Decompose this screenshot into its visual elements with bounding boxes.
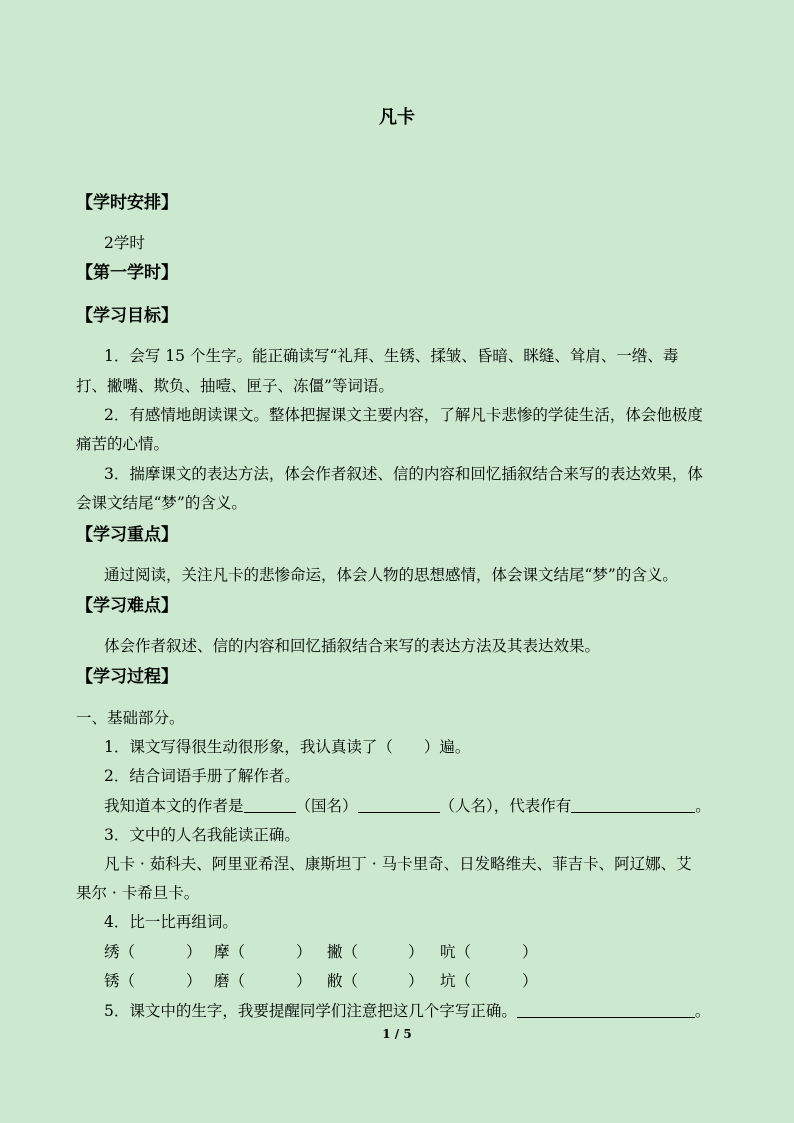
- key-text: 通过阅读，关注凡卡的悲惨命运，体会人物的思想感情，体会课文结尾“梦”的含义。: [104, 566, 678, 584]
- question-2: 2．结合词语手册了解作者。: [104, 767, 300, 785]
- compare-close: ）: [408, 972, 424, 990]
- compare-char: 吭（: [440, 943, 472, 961]
- difficult-heading: 【学习难点】: [76, 596, 178, 616]
- q2-text-d: 。: [695, 797, 711, 815]
- q2-text-c: （人名），代表作有: [439, 797, 572, 815]
- compare-char: 绣（: [104, 943, 136, 961]
- process-heading: 【学习过程】: [76, 667, 178, 687]
- page-title: 凡卡: [379, 107, 415, 128]
- works-blank[interactable]: [571, 797, 695, 813]
- schedule-heading: 【学时安排】: [76, 193, 178, 213]
- compare-close: ）: [296, 972, 312, 990]
- difficult-text: 体会作者叙述、信的内容和回忆插叙结合来写的表达方法及其表达效果。: [104, 637, 601, 655]
- goal2-line2: 痛苦的心情。: [76, 435, 170, 453]
- question-2-fill: [104, 796, 711, 816]
- goal1-line2: 打、撇嘴、欺负、抽噎、匣子、冻僵”等词语。: [76, 377, 394, 395]
- q2-text-b: （国名）: [295, 797, 358, 815]
- part1-heading: 一、基础部分。: [76, 709, 185, 727]
- compare-char: 锈（: [104, 972, 136, 990]
- compare-close: ）: [522, 943, 538, 961]
- compare-close: ）: [186, 972, 202, 990]
- question-5: [104, 1001, 710, 1021]
- goal3-line1: 3．揣摩课文的表达方法，体会作者叙述、信的内容和回忆插叙结合来写的表达效果，体: [104, 465, 703, 483]
- schedule-text: 2学时: [104, 234, 145, 252]
- author-blank[interactable]: [358, 797, 440, 813]
- names-line2: 果尔 · 卡希旦卡。: [76, 884, 200, 902]
- question-1: 1．课文写得很生动很形象，我认真读了（ ）遍。: [104, 738, 471, 756]
- goals-heading: 【学习目标】: [76, 306, 178, 326]
- question-4: 4．比一比再组词。: [104, 913, 238, 931]
- q5-text: 5．课文中的生字，我要提醒同学们注意把这几个字写正确。: [104, 1002, 517, 1020]
- compare-char: 敝（: [327, 972, 359, 990]
- compare-close: ）: [186, 943, 202, 961]
- q2-text-a: 我知道本文的作者是: [104, 797, 244, 815]
- goal2-line1: 2．有感情地朗读课文。整体把握课文主要内容，了解凡卡悲惨的学徒生活，体会他极度: [104, 406, 703, 424]
- lesson1-heading: 【第一学时】: [76, 263, 178, 283]
- key-heading: 【学习重点】: [76, 525, 178, 545]
- country-blank[interactable]: [244, 797, 296, 813]
- q5-end: 。: [694, 1002, 711, 1020]
- compare-char: 磨（: [214, 972, 246, 990]
- compare-char: 撇（: [327, 943, 359, 961]
- q5-blank[interactable]: [517, 1002, 695, 1018]
- page-number: 1 / 5: [382, 1027, 412, 1041]
- compare-char: 摩（: [214, 943, 246, 961]
- compare-close: ）: [522, 972, 538, 990]
- compare-close: ）: [296, 943, 312, 961]
- compare-char: 坑（: [440, 972, 472, 990]
- question-3: 3．文中的人名我能读正确。: [104, 826, 300, 844]
- goal3-line2: 会课文结尾“梦”的含义。: [76, 494, 247, 512]
- compare-close: ）: [408, 943, 424, 961]
- goal1-line1: 1．会写 15 个生字。能正确读写“礼拜、生锈、揉皱、昏暗、眯缝、耸肩、一绺、毒: [104, 347, 679, 365]
- names-line1: 凡卡 · 茹科夫、阿里亚希涅、康斯坦丁 · 马卡里奇、日发略维夫、菲吉卡、阿辽娜、艾: [104, 855, 692, 873]
